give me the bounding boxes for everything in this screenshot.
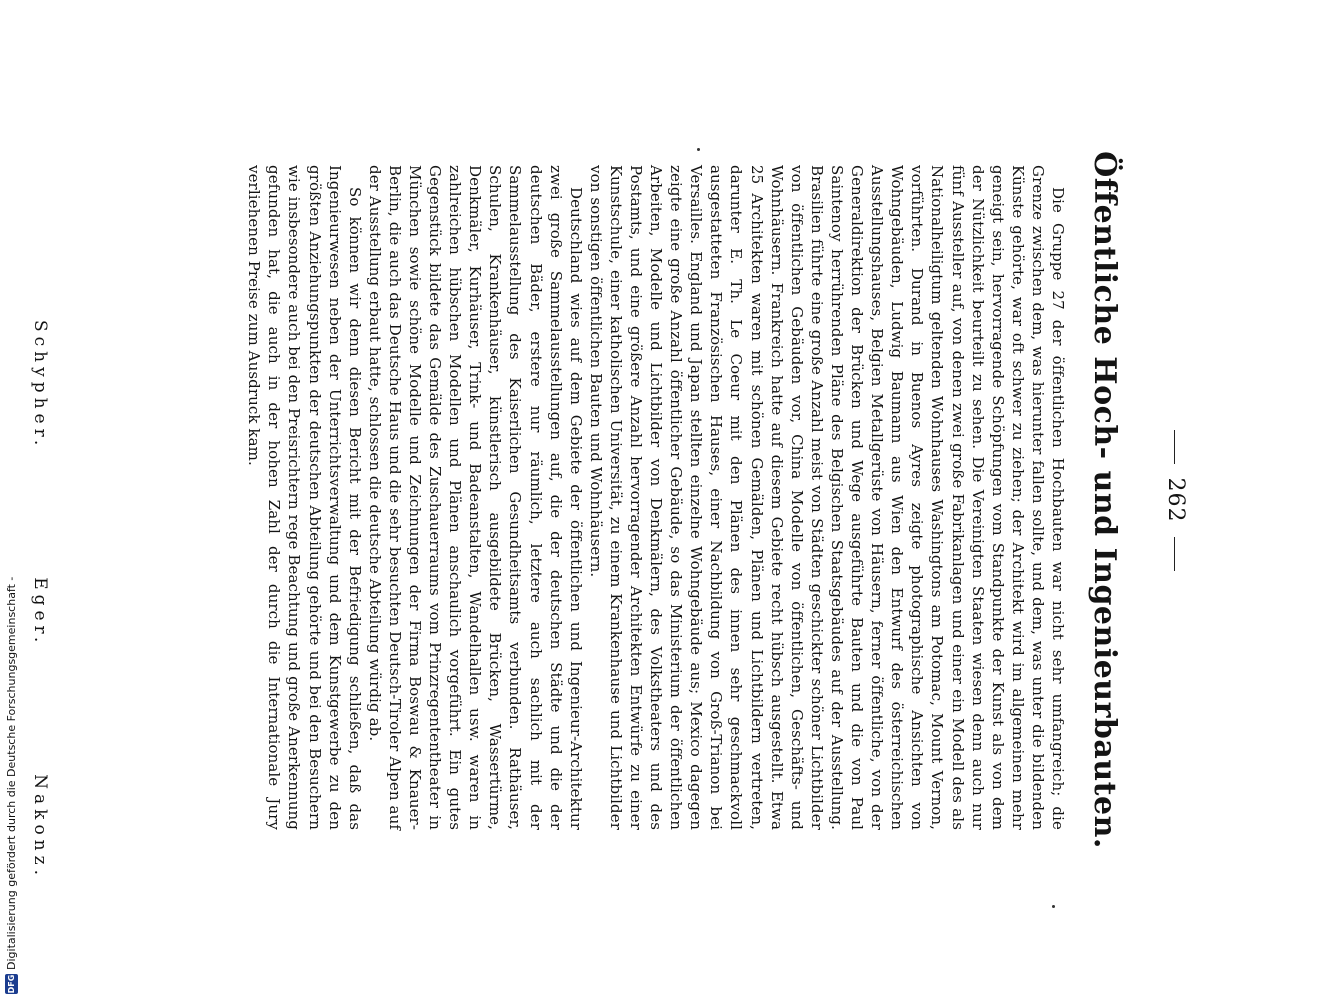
page-number: 262 <box>1163 477 1188 523</box>
signature-name-1: Schypher. <box>30 320 50 451</box>
paragraph-3: So können wir denn diesen Bericht mit der Befriedigung schließen, daß das Ingenieurwesen neben der Unterrichtsverwaltung und dem Kunstgewerbe zu den größten Anziehungspunkten der deutschen Abteilung gehörte und bei den Besuchern wie insbesondere auch bei den Preisrichtern rege Beachtung und große Anerkennung gefunden hat, die auch in der hohen Zahl der durch die Internationale Jury verliehenen Preise zum Ausdruck kam. <box>245 165 364 830</box>
scan-speck <box>697 148 700 151</box>
scan-speck <box>1052 905 1055 908</box>
body-text <box>244 165 1068 830</box>
page-number-line <box>1163 0 1188 1000</box>
paragraph-1: Die Gruppe 27 der öffentlichen Hochbauten war nicht sehr umfangreich; die Grenze zwischen dem, was hierunter fallen sollte, und dem, was unter die bildenden Künste gehörte, war oft schwer zu ziehen; der Architekt wird im allgemeinen mehr geneigt sein, hervorragende Schöpfungen vom Standpunkte der Kunst als von dem der Nützlichkeit beurteilt zu sehen. Die Vereinigten Staaten wiesen denn auch nur fünf Aussteller auf, von denen zwei große Fabrikanlagen und einer ein Modell des als Nationalheiligtum geltenden Wohnhauses Washingtons am Potomac, Mount Vernon, vorführten. Durand in Buenos Ayres zeigte photographische Ansichten von Wohngebäuden, Ludwig Baumann aus Wien den Entwurf des österreichischen Ausstellungshauses, Belgien Metallgerüste von Häusern, ferner öffentliche, von der Generaldirektion der Brücken und Wege ausgeführte Bauten und die von Paul Saintenoy herrührenden Pläne des Belgischen Staatsgebäudes auf der Ausstellung. Brasilien führte eine große Anzahl meist von Städten geschickter schöner Lichtbilder von öffentlichen Gebäuden vor, China Modelle von öffentlichen, Geschäfts- und Wohnhäusern. Frankreich hatte auf diesem Gebiete recht hübsch ausgestellt. Etwa 25 Architekten waren mit schönen Gemälden, Plänen und Lichtbildern vertreten, darunter E. Th. Le Coeur mit den Plänen des innen sehr geschmackvoll ausgestatteten Französischen Hauses, einer Nachbildung von Groß-Trianon bei Versailles. England und Japan stellten einzelne Wohngebäude aus; Mexico dagegen zeigte eine große Anzahl öffentlicher Gebäude, so das Ministerium der öffentlichen Arbeiten, Modelle und Lichtbilder von Denkmälern, des Volkstheaters und des Postamts, und eine größere Anzahl hervorragender Architekten Entwürfe zu einer Kunstschule, einer katholischen Universität, zu einem Krankenhause und Lichtbilder von sonstigen öffentlichen Bauten und Wohnhäusern. <box>586 165 1067 830</box>
paragraph-2: Deutschland wies auf dem Gebiete der öffentlichen und Ingenieur-Architektur zwei große Sammelausstellungen auf, die der deutschen Städte und die der deutschen Bäder, erstere nur räumlich, letztere auch sachlich mit der Sammelausstellung des Kaiserlichen Gesundheitsamts verbunden. Rathäuser, Schulen, Krankenhäuser, künstlerisch ausgebildete Brücken, Wassertürme, Denkmäler, Kurhäuser, Trink- und Badeanstalten, Wandelhallen usw. waren in zahlreichen hübschen Modellen und Plänen anschaulich vorgeführt. Ein gutes Gegenstück bildete das Gemälde des Zuschauerraums vom Prinzregententheater in München sowie schöne Modelle und Zeichnungen der Firma Boswau & Knauer-Berlin, die auch das Deutsche Haus und die sehr besuchten Deutsch-Tiroler Alpen auf der Ausstellung erbaut hatte, schlossen die deutsche Abteilung würdig ab. <box>365 165 585 830</box>
section-heading: Öffentliche Hoch- und Ingenieurbauten. <box>1087 151 1122 849</box>
signature-name-3: Nakonz. <box>30 774 50 880</box>
dfg-logo: DFG <box>6 974 16 994</box>
signature-name-2: Eger. <box>30 577 50 648</box>
signature-line <box>30 320 50 880</box>
page-number-dash-right <box>1175 537 1176 571</box>
page-number-dash-left <box>1175 430 1176 464</box>
digitization-note: Digitalisierung gefördert durch die Deutsche Forschungsgemeinschaft - <box>4 576 18 970</box>
